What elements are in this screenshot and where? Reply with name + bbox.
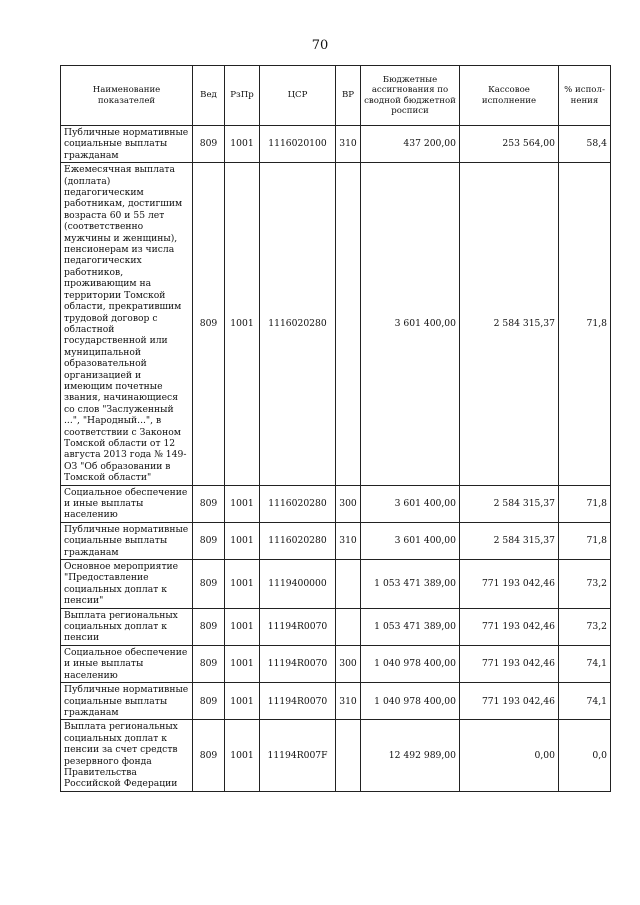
- table-row: [61, 522, 611, 559]
- header-name: Наименование показателей: [61, 66, 193, 126]
- header-ved: Вед: [193, 66, 225, 126]
- row-ved: 809: [193, 645, 225, 682]
- row-cash: 771 193 042,46: [460, 608, 559, 645]
- row-cash: 0,00: [460, 720, 559, 791]
- row-vr: 300: [336, 485, 361, 522]
- table-row: [61, 608, 611, 645]
- row-name: Публичные нормативные социальные выплаты гражданам: [61, 126, 193, 163]
- table-row: [61, 126, 611, 163]
- row-rzpr: 1001: [225, 560, 260, 609]
- row-budget: 3 601 400,00: [361, 485, 460, 522]
- row-rzpr: 1001: [225, 683, 260, 720]
- row-pct: 73,2: [559, 560, 611, 609]
- row-rzpr: 1001: [225, 645, 260, 682]
- row-csr: 1116020280: [260, 522, 336, 559]
- header-rzpr: РзПр: [225, 66, 260, 126]
- row-ved: 809: [193, 485, 225, 522]
- row-csr: 1116020280: [260, 485, 336, 522]
- row-vr: [336, 608, 361, 645]
- row-csr: 1116020100: [260, 126, 336, 163]
- row-csr: 1116020280: [260, 163, 336, 485]
- row-budget: 1 053 471 389,00: [361, 608, 460, 645]
- row-csr: 11194R0070: [260, 683, 336, 720]
- row-name: Основное мероприятие "Предоставление социальных доплат к пенсии": [61, 560, 193, 609]
- table-header-row: [61, 66, 611, 126]
- table-row: [61, 560, 611, 609]
- row-budget: 12 492 989,00: [361, 720, 460, 791]
- row-csr: 11194R0070: [260, 645, 336, 682]
- row-rzpr: 1001: [225, 720, 260, 791]
- row-ved: 809: [193, 720, 225, 791]
- row-pct: 73,2: [559, 608, 611, 645]
- row-rzpr: 1001: [225, 608, 260, 645]
- table-row: [61, 485, 611, 522]
- row-cash: 2 584 315,37: [460, 163, 559, 485]
- row-vr: 310: [336, 522, 361, 559]
- header-pct: % испол-нения: [559, 66, 611, 126]
- row-ved: 809: [193, 126, 225, 163]
- table-row: [61, 645, 611, 682]
- row-ved: 809: [193, 608, 225, 645]
- row-budget: 1 053 471 389,00: [361, 560, 460, 609]
- row-pct: 71,8: [559, 163, 611, 485]
- row-cash: 2 584 315,37: [460, 522, 559, 559]
- row-rzpr: 1001: [225, 485, 260, 522]
- row-vr: 310: [336, 126, 361, 163]
- row-budget: 1 040 978 400,00: [361, 683, 460, 720]
- table-row: [61, 720, 611, 791]
- row-name: Публичные нормативные социальные выплаты гражданам: [61, 683, 193, 720]
- header-csr: ЦСР: [260, 66, 336, 126]
- header-vr: ВР: [336, 66, 361, 126]
- row-cash: 771 193 042,46: [460, 560, 559, 609]
- header-budget: Бюджетные ассигнования по сводной бюджетной росписи: [361, 66, 460, 126]
- row-rzpr: 1001: [225, 522, 260, 559]
- row-name: Социальное обеспечение и иные выплаты населению: [61, 485, 193, 522]
- row-pct: 71,8: [559, 522, 611, 559]
- row-cash: 253 564,00: [460, 126, 559, 163]
- row-ved: 809: [193, 683, 225, 720]
- row-pct: 0,0: [559, 720, 611, 791]
- row-budget: 437 200,00: [361, 126, 460, 163]
- row-cash: 2 584 315,37: [460, 485, 559, 522]
- table-row: [61, 683, 611, 720]
- row-csr: 1119400000: [260, 560, 336, 609]
- table-row: [61, 163, 611, 485]
- row-rzpr: 1001: [225, 126, 260, 163]
- row-vr: [336, 163, 361, 485]
- row-vr: 310: [336, 683, 361, 720]
- row-name: Публичные нормативные социальные выплаты гражданам: [61, 522, 193, 559]
- row-vr: [336, 720, 361, 791]
- page-number: 70: [311, 38, 329, 53]
- row-ved: 809: [193, 163, 225, 485]
- row-name: Выплата региональных социальных доплат к пенсии за счет средств резервного фонда Правительства Российской Федерации: [61, 720, 193, 791]
- row-csr: 11194R0070: [260, 608, 336, 645]
- row-name: Ежемесячная выплата (доплата) педагогическим работникам, достигшим возраста 60 и 55 лет (соответственно мужчины и женщины), пенсионерам из числа педагогических работников, проживающим на территории Томской области, прекратившим трудовой договор с областной государственной или муниципальной образовательной организацией и имеющим почетные звания, начинающиеся со слов "Заслуженный ...", "Народный...", в соответствии с Законом Томской области от 12 августа 2013 года № 149-ОЗ "Об образовании в Томской области": [61, 163, 193, 485]
- row-cash: 771 193 042,46: [460, 645, 559, 682]
- row-ved: 809: [193, 560, 225, 609]
- row-vr: [336, 560, 361, 609]
- row-pct: 74,1: [559, 645, 611, 682]
- row-budget: 1 040 978 400,00: [361, 645, 460, 682]
- row-csr: 11194R007F: [260, 720, 336, 791]
- row-budget: 3 601 400,00: [361, 522, 460, 559]
- row-budget: 3 601 400,00: [361, 163, 460, 485]
- budget-table: [60, 65, 611, 792]
- row-cash: 771 193 042,46: [460, 683, 559, 720]
- row-vr: 300: [336, 645, 361, 682]
- row-name: Социальное обеспечение и иные выплаты населению: [61, 645, 193, 682]
- row-name: Выплата региональных социальных доплат к пенсии: [61, 608, 193, 645]
- row-rzpr: 1001: [225, 163, 260, 485]
- header-cash: Кассовое исполнение: [460, 66, 559, 126]
- row-ved: 809: [193, 522, 225, 559]
- row-pct: 74,1: [559, 683, 611, 720]
- row-pct: 71,8: [559, 485, 611, 522]
- row-pct: 58,4: [559, 126, 611, 163]
